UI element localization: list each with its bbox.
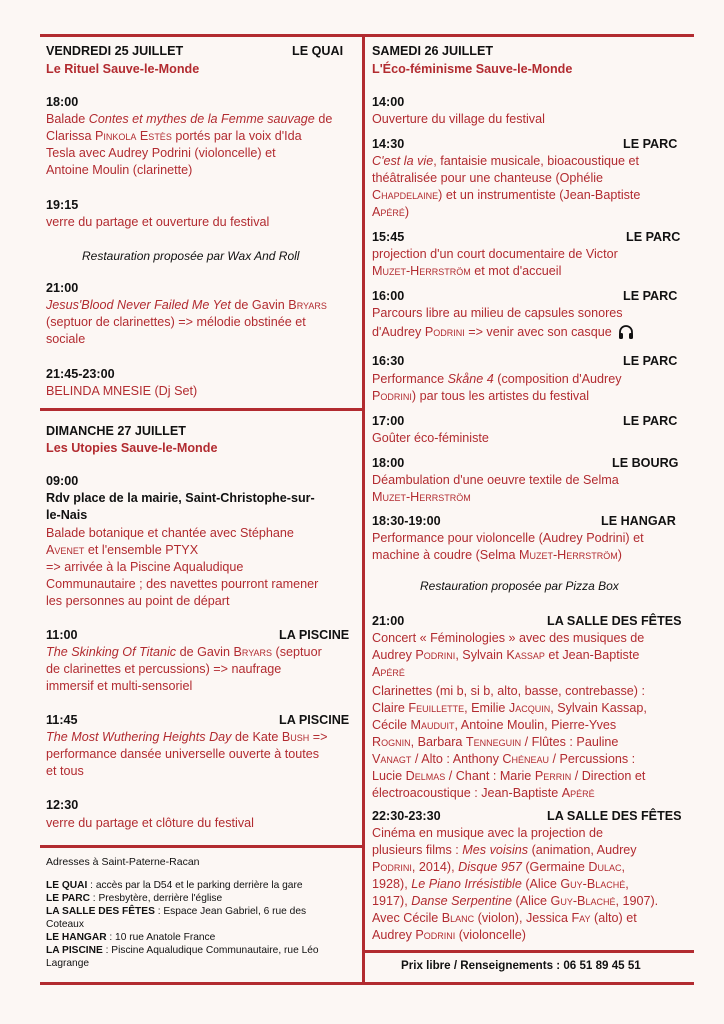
event-description-line: Concert « Féminologies » avec des musiques de: [372, 631, 645, 645]
event-description-line: Balade Contes et mythes de la Femme sauvage de: [46, 112, 333, 126]
event-time: 22:30-23:30: [372, 809, 441, 823]
event-description-line: Muzet-Herrström et mot d'accueil: [372, 264, 562, 278]
event-time: 21:00: [46, 281, 79, 295]
event-description-line: Apéré: [372, 665, 405, 679]
event-time: 11:00: [46, 628, 78, 642]
event-description-line: et tous: [46, 764, 84, 778]
event-description-line: Cécile Mauduit, Antoine Moulin, Pierre-Yves: [372, 718, 617, 732]
event-description-line: Parcours libre au milieu de capsules sonores: [372, 306, 623, 320]
event-time: 16:30: [372, 354, 405, 368]
event-description-line: => arrivée à la Piscine Aqualudique: [46, 560, 244, 574]
address-item: LA PISCINE : Piscine Aqualudique Communautaire, rue Léo: [46, 945, 319, 956]
event-time: 12:30: [46, 798, 79, 812]
event-description-line: Cinéma en musique avec la projection de: [372, 826, 604, 840]
event-place: Rdv place de la mairie, Saint-Christophe-sur-: [46, 491, 315, 505]
address-item: LE QUAI : accès par la D54 et le parking derrière la gare: [46, 880, 303, 891]
event-time: 18:00: [46, 95, 79, 109]
event-time: 18:00: [372, 456, 405, 470]
event-description-line: les personnes au point de départ: [46, 594, 230, 608]
address-item: LE PARC : Presbytère, derrière l'église: [46, 893, 223, 904]
event-description-line: Goûter éco-féministe: [372, 431, 489, 445]
event-time: 14:30: [372, 137, 405, 151]
event-description-line: d'Audrey Podrini => venir avec son casque: [372, 324, 634, 344]
event-description-line: verre du partage et clôture du festival: [46, 816, 254, 830]
event-time: 19:15: [46, 198, 79, 212]
center-divider: [362, 34, 365, 985]
event-description-line: Performance pour violoncelle (Audrey Podrini) et: [372, 531, 644, 545]
event-venue: LE PARC: [626, 230, 681, 244]
event-venue: LE PARC: [623, 354, 678, 368]
event-description-line: Avenet et l'ensemble PTYX: [46, 543, 199, 557]
event-description-line: The Skinking Of Titanic de Gavin Bryars (septuor: [46, 645, 322, 659]
event-description-line: de clarinettes et percussions) => naufrage: [46, 662, 282, 676]
event-description-line: BELINDA MNESIE (Dj Set): [46, 384, 198, 398]
event-venue: LE BOURG: [612, 456, 679, 470]
event-description-line: Clarissa Pinkola Estès portés par la voix d'Ida: [46, 129, 302, 143]
event-time: 21:00: [372, 614, 405, 628]
top-rule: [40, 34, 694, 37]
bottom-rule: [40, 982, 694, 985]
friday-theme: Le Rituel Sauve-le-Monde: [46, 62, 200, 76]
event-venue: LE PARC: [623, 414, 678, 428]
catering-note: Restauration proposée par Pizza Box: [420, 579, 619, 593]
event-description-line: Apéré): [372, 205, 410, 219]
event-description-line: Chapdelaine) et un instrumentiste (Jean-Baptiste: [372, 188, 641, 202]
event-time: 16:00: [372, 289, 405, 303]
event-description-line: Jesus'Blood Never Failed Me Yet de Gavin Bryars: [46, 298, 327, 312]
event-description-line: Podrini) par tous les artistes du festival: [372, 389, 589, 403]
event-time: 17:00: [372, 414, 405, 428]
event-description-line: Lucie Delmas / Chant : Marie Perrin / Direction et: [372, 769, 646, 783]
event-time: 11:45: [46, 713, 78, 727]
sunday-date: DIMANCHE 27 JUILLET: [46, 424, 186, 438]
event-description-line: verre du partage et ouverture du festival: [46, 215, 270, 229]
event-description-line: Clarinettes (mi b, si b, alto, basse, contrebasse) :: [372, 684, 645, 698]
friday-venue: LE QUAI: [292, 44, 344, 58]
sunday-addresses-divider: [40, 845, 363, 848]
event-description-line: Rognin, Barbara Tenneguin / Flûtes : Pauline: [372, 735, 619, 749]
event-description-line: projection d'un court documentaire de Victor: [372, 247, 618, 261]
event-venue: LA PISCINE: [279, 713, 350, 727]
event-description-line: sociale: [46, 332, 86, 346]
event-venue: LA SALLE DES FÊTES: [547, 809, 682, 823]
event-description-line: électroacoustique : Jean-Baptiste Apéré: [372, 786, 595, 800]
address-item: Coteaux: [46, 919, 84, 930]
event-description-line: The Most Wuthering Heights Day de Kate Bush =>: [46, 730, 328, 744]
event-description-line: Vanagt / Alto : Anthony Chéneau / Percussions :: [372, 752, 636, 766]
event-description-line: immersif et multi-sensoriel: [46, 679, 193, 693]
saturday-theme: L'Éco-féminisme Sauve-le-Monde: [372, 62, 573, 76]
sunday-theme: Les Utopies Sauve-le-Monde: [46, 441, 218, 455]
address-item: LE HANGAR : 10 rue Anatole France: [46, 932, 216, 943]
event-description-line: Claire Feuillette, Emilie Jacquin, Sylvain Kassap,: [372, 701, 647, 715]
event-description-line: Performance Skåne 4 (composition d'Audrey: [372, 372, 622, 386]
event-description-line: machine à coudre (Selma Muzet-Herrström): [372, 548, 622, 562]
event-place: le-Nais: [46, 508, 88, 522]
headphones-icon: [618, 324, 634, 344]
event-time: 09:00: [46, 474, 79, 488]
event-description-line: Audrey Podrini, Sylvain Kassap et Jean-Baptiste: [372, 648, 640, 662]
event-description-line: Tesla avec Audrey Podrini (violoncelle) et: [46, 146, 276, 160]
event-description-line: Antoine Moulin (clarinette): [46, 163, 193, 177]
catering-note: Restauration proposée par Wax And Roll: [82, 249, 300, 263]
event-description-line: Audrey Podrini (violoncelle): [372, 928, 527, 942]
friday-sunday-divider: [40, 408, 363, 411]
event-description-line: Avec Cécile Blanc (violon), Jessica Fay (alto) et: [372, 911, 637, 925]
event-description-line: (septuor de clarinettes) => mélodie obstinée et: [46, 315, 306, 329]
event-description-line: C'est la vie, fantaisie musicale, bioacoustique et: [372, 154, 640, 168]
event-description-line: Déambulation d'une oeuvre textile de Selma: [372, 473, 619, 487]
event-venue: LE HANGAR: [601, 514, 676, 528]
event-time: 18:30-19:00: [372, 514, 441, 528]
addresses-title: Adresses à Saint-Paterne-Racan: [46, 856, 200, 868]
footer-info: Prix libre / Renseignements : 06 51 89 45 51: [401, 959, 641, 972]
event-venue: LE PARC: [623, 289, 678, 303]
event-time: 21:45-23:00: [46, 367, 115, 381]
saturday-date: SAMEDI 26 JUILLET: [372, 44, 494, 58]
event-description-line: Muzet-Herrström: [372, 490, 471, 504]
event-venue: LA PISCINE: [279, 628, 350, 642]
event-description-line: 1917), Danse Serpentine (Alice Guy-Blaché, 1907).: [372, 894, 659, 908]
event-description-line: 1928), Le Piano Irrésistible (Alice Guy-Blaché,: [372, 877, 629, 891]
event-description-line: performance dansée universelle ouverte à toutes: [46, 747, 320, 761]
saturday-footer-divider: [362, 950, 694, 953]
address-item: Lagrange: [46, 958, 90, 969]
event-description-line: plusieurs films : Mes voisins (animation, Audrey: [372, 843, 637, 857]
event-time: 14:00: [372, 95, 405, 109]
event-description-line: Communautaire ; des navettes pourront ramener: [46, 577, 319, 591]
event-description-line: Balade botanique et chantée avec Stéphane: [46, 526, 294, 540]
friday-date: VENDREDI 25 JUILLET: [46, 44, 184, 58]
event-venue: LA SALLE DES FÊTES: [547, 614, 682, 628]
event-venue: LE PARC: [623, 137, 678, 151]
event-description-line: Podrini, 2014), Disque 957 (Germaine Dulac,: [372, 860, 625, 874]
address-item: LA SALLE DES FÊTES : Espace Jean Gabriel, 6 rue des: [46, 906, 307, 917]
event-description-line: théâtralisée pour une chanteuse (Ophélie: [372, 171, 604, 185]
event-time: 15:45: [372, 230, 405, 244]
event-description-line: Ouverture du village du festival: [372, 112, 545, 126]
